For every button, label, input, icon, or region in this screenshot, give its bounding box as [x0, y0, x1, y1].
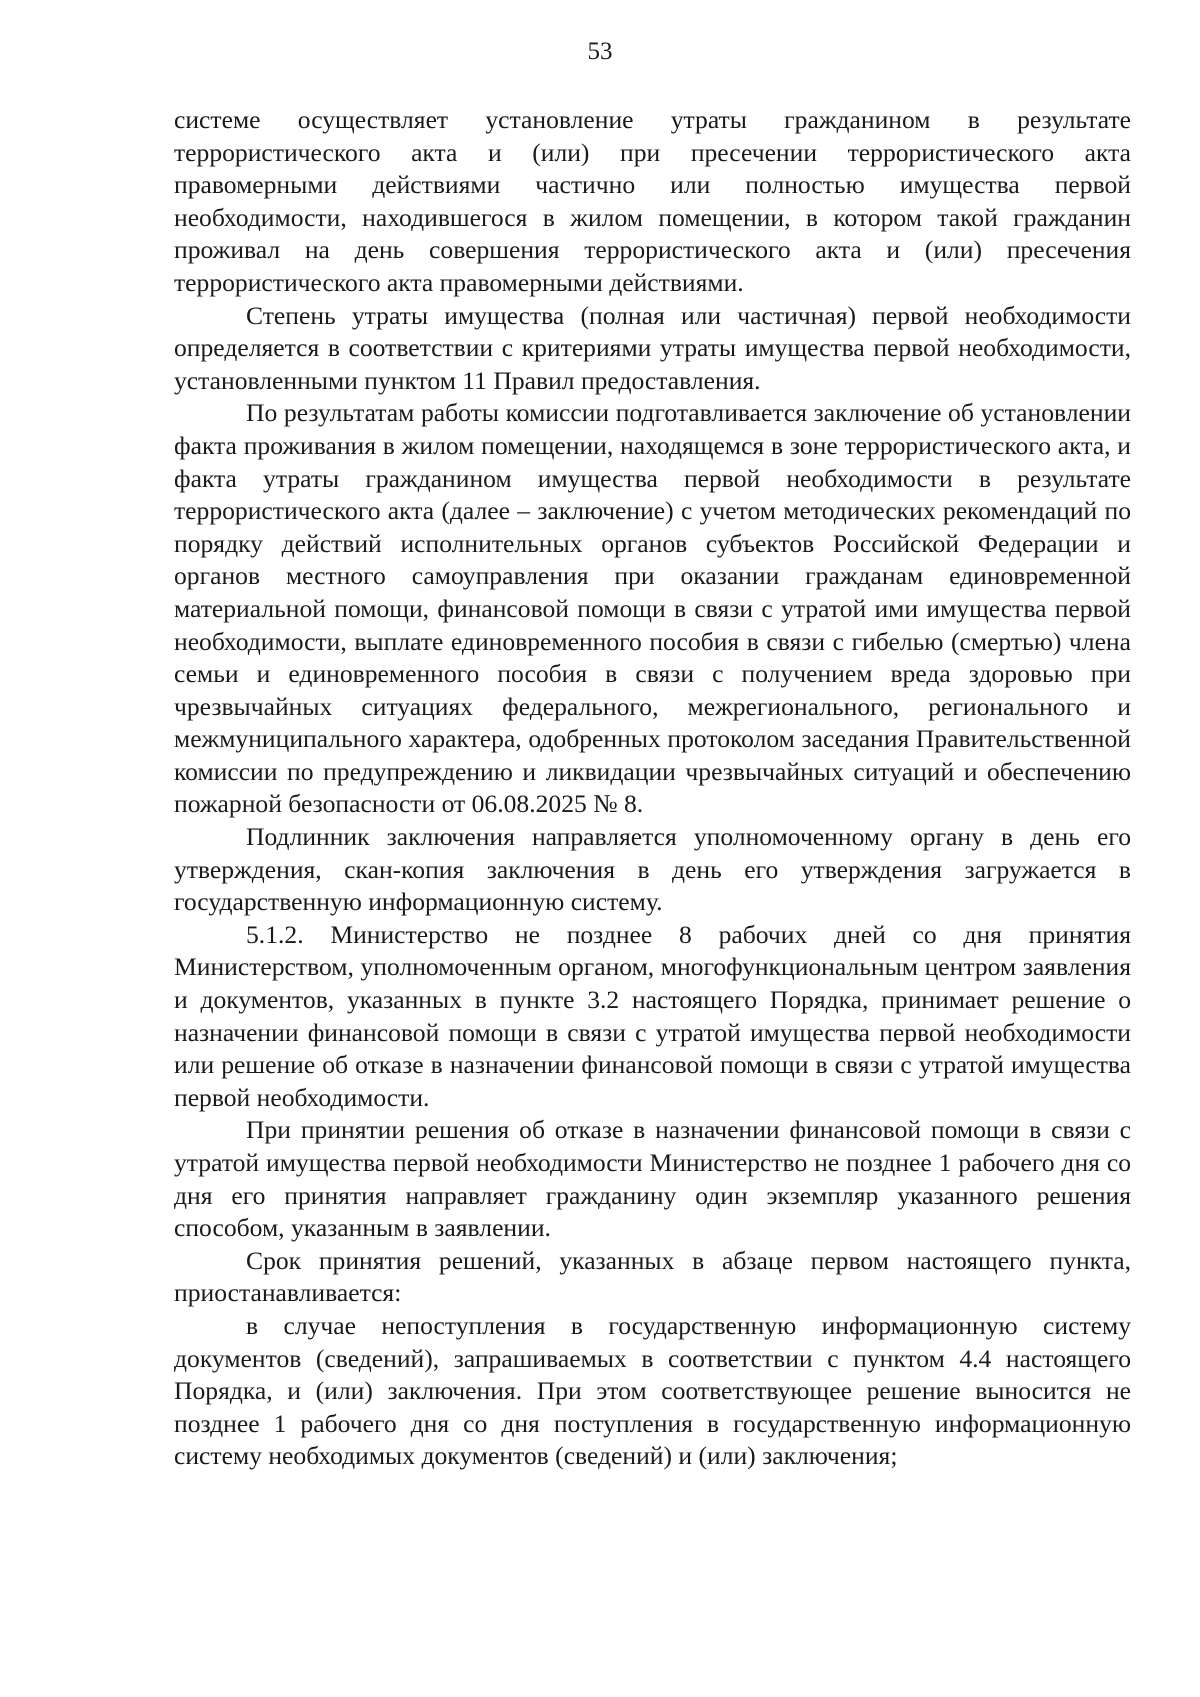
paragraph-conclusion-original: Подлинник заключения направляется уполномоченному органу в день его утверждения, скан-копия заключения в день его утверждения загружается в государственную информационную систему. [174, 822, 1131, 917]
paragraph-clause-5-1-2: 5.1.2. Министерство не позднее 8 рабочих дней со дня принятия Министерством, уполномоченным органом, многофункциональным центром заявления и документов, указанных в пункте 3.2 настоящего Порядка, принимает решение о назначении финансовой помощи в связи с утратой имущества первой необходимости или решение об отказе в назначении финансовой помощи в связи с утратой имущества первой необходимости. [174, 919, 1131, 1112]
paragraph-suspension-case: в случае непоступления в государственную информационную систему документов (сведений), запрашиваемых в соответствии с пунктом 4.4 настоящего Порядка, и (или) заключения. При этом соответствующее решение выносится не позднее 1 рабочего дня со дня поступления в государственную информационную систему необходимых документов (сведений) и (или) заключения; [174, 1310, 1131, 1471]
document-body [174, 104, 1131, 1473]
page-number: 53 [587, 38, 613, 65]
paragraph-refusal-notice: При принятии решения об отказе в назначении финансовой помощи в связи с утратой имущества первой необходимости Министерство не позднее 1 рабочего дня со дня его принятия направляет гражданину один экземпляр указанного решения способом, указанным в заявлении. [174, 1115, 1131, 1243]
paragraph-suspension-term: Срок принятия решений, указанных в абзаце первом настоящего пункта, приостанавливается: [174, 1245, 1131, 1308]
paragraph-commission-conclusion: По результатам работы комиссии подготавливается заключение об установлении факта проживания в жилом помещении, находящемся в зоне террористического акта, и факта утраты гражданином имущества первой необходимости в результате террористического акта (далее – заключение) с учетом методических рекомендаций по порядку действий исполнительных органов субъектов Российской Федерации и органов местного самоуправления при оказании гражданам единовременной материальной помощи, финансовой помощи в связи с утратой ими имущества первой необходимости, выплате единовременного пособия в связи с гибелью (смертью) члена семьи и единовременного пособия в связи с получением вреда здоровью при чрезвычайных ситуациях федерального, межрегионального, регионального и межмуниципального характера, одобренных протоколом заседания Правительственной комиссии по предупреждению и ликвидации чрезвычайных ситуаций и обеспечению пожарной безопасности от 06.08.2025 № 8. [174, 398, 1131, 819]
paragraph-loss-degree: Степень утраты имущества (полная или частичная) первой необходимости определяется в соответствии с критериями утраты имущества первой необходимости, установленными пунктом 11 Правил предоставления. [174, 300, 1131, 395]
paragraph-continuation: системе осуществляет установление утраты гражданином в результате террористического акта и (или) при пресечении террористического акта правомерными действиями частично или полностью имущества первой необходимости, находившегося в жилом помещении, в котором такой гражданин проживал на день совершения террористического акта и (или) пресечения террористического акта правомерными действиями. [174, 105, 1131, 297]
